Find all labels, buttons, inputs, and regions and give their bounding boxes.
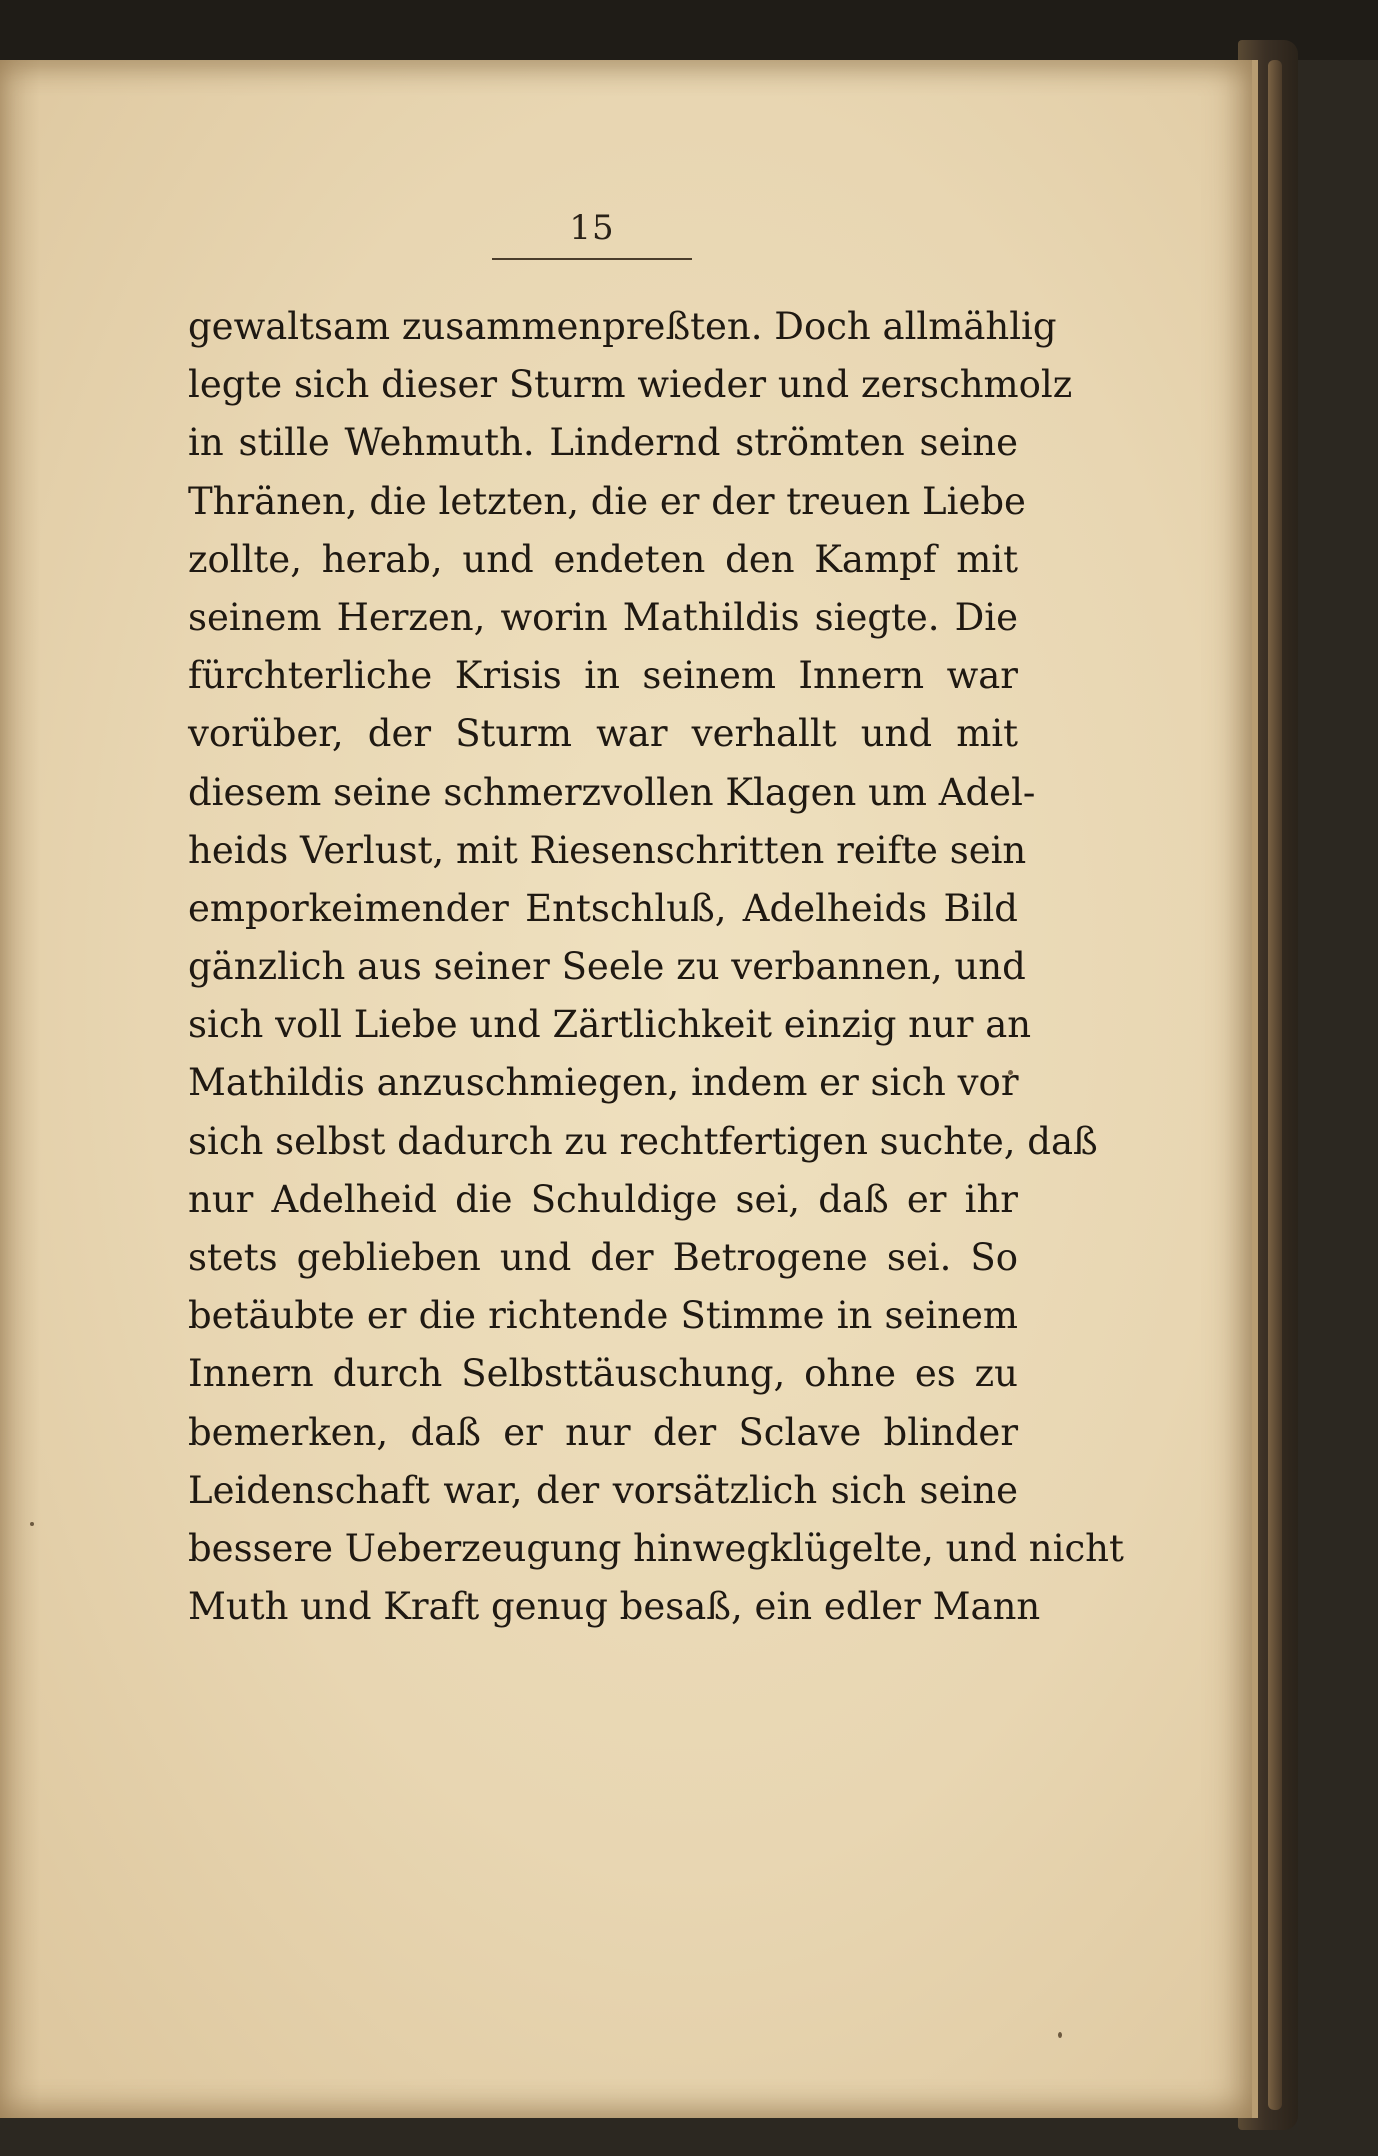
text-line: bemerken, daß er nur der Sclave blinder	[188, 1410, 1018, 1454]
text-line: Mathildis anzuschmiegen, indem er sich vor	[188, 1061, 1019, 1105]
text-line: zollte, herab, und endeten den Kampf mit	[188, 537, 1018, 581]
text-line: seinem Herzen, worin Mathildis siegte. Die	[188, 595, 1018, 639]
text-line: sich voll Liebe und Zärtlichkeit einzig nur an	[188, 1003, 1032, 1047]
text-line: stets geblieben und der Betrogene sei. So	[188, 1236, 1018, 1279]
text-line: gewaltsam zusammenpreßten. Doch allmählig	[188, 305, 1057, 348]
text-line: nur Adelheid die Schuldige sei, daß er ihr	[188, 1177, 1018, 1221]
background-board	[0, 0, 1378, 60]
text-line: Innern durch Selbsttäuschung, ohne es zu	[188, 1352, 1018, 1396]
text-line: betäubte er die richtende Stimme in seinem	[188, 1294, 1018, 1338]
text-line: legte sich dieser Sturm wieder und zerschmolz	[188, 363, 1073, 407]
text-line: fürchterliche Krisis in seinem Innern war	[188, 654, 1018, 698]
text-line: Muth und Kraft genug besaß, ein edler Mann	[188, 1585, 1041, 1629]
text-line: sich selbst dadurch zu rechtfertigen suchte, daß	[188, 1119, 1098, 1163]
text-line: in stille Wehmuth. Lindernd strömten seine	[188, 421, 1018, 465]
text-line: heids Verlust, mit Riesenschritten reifte sein	[188, 828, 1027, 872]
text-line: Thränen, die letzten, die er der treuen Liebe	[188, 479, 1026, 523]
paper-speck	[1058, 2032, 1062, 2038]
page-gutter-shade	[0, 60, 40, 2118]
text-line: Leidenschaft war, der vorsätzlich sich seine	[188, 1468, 1018, 1512]
page-number: 15	[569, 208, 615, 248]
text-line: bessere Ueberzeugung hinwegklügelte, und nicht	[188, 1526, 1124, 1570]
text-line: vorüber, der Sturm war verhallt und mit	[188, 712, 1018, 756]
body-text	[188, 298, 1124, 1636]
header-rule	[492, 258, 692, 260]
text-line: diesem seine schmerzvollen Klagen um Adel-	[188, 770, 1036, 814]
book-cover-rim	[1268, 60, 1282, 2110]
text-line: gänzlich aus seiner Seele zu verbannen, und	[188, 945, 1026, 989]
paper-speck	[30, 1522, 34, 1526]
text-line: emporkeimender Entschluß, Adelheids Bild	[188, 886, 1018, 930]
